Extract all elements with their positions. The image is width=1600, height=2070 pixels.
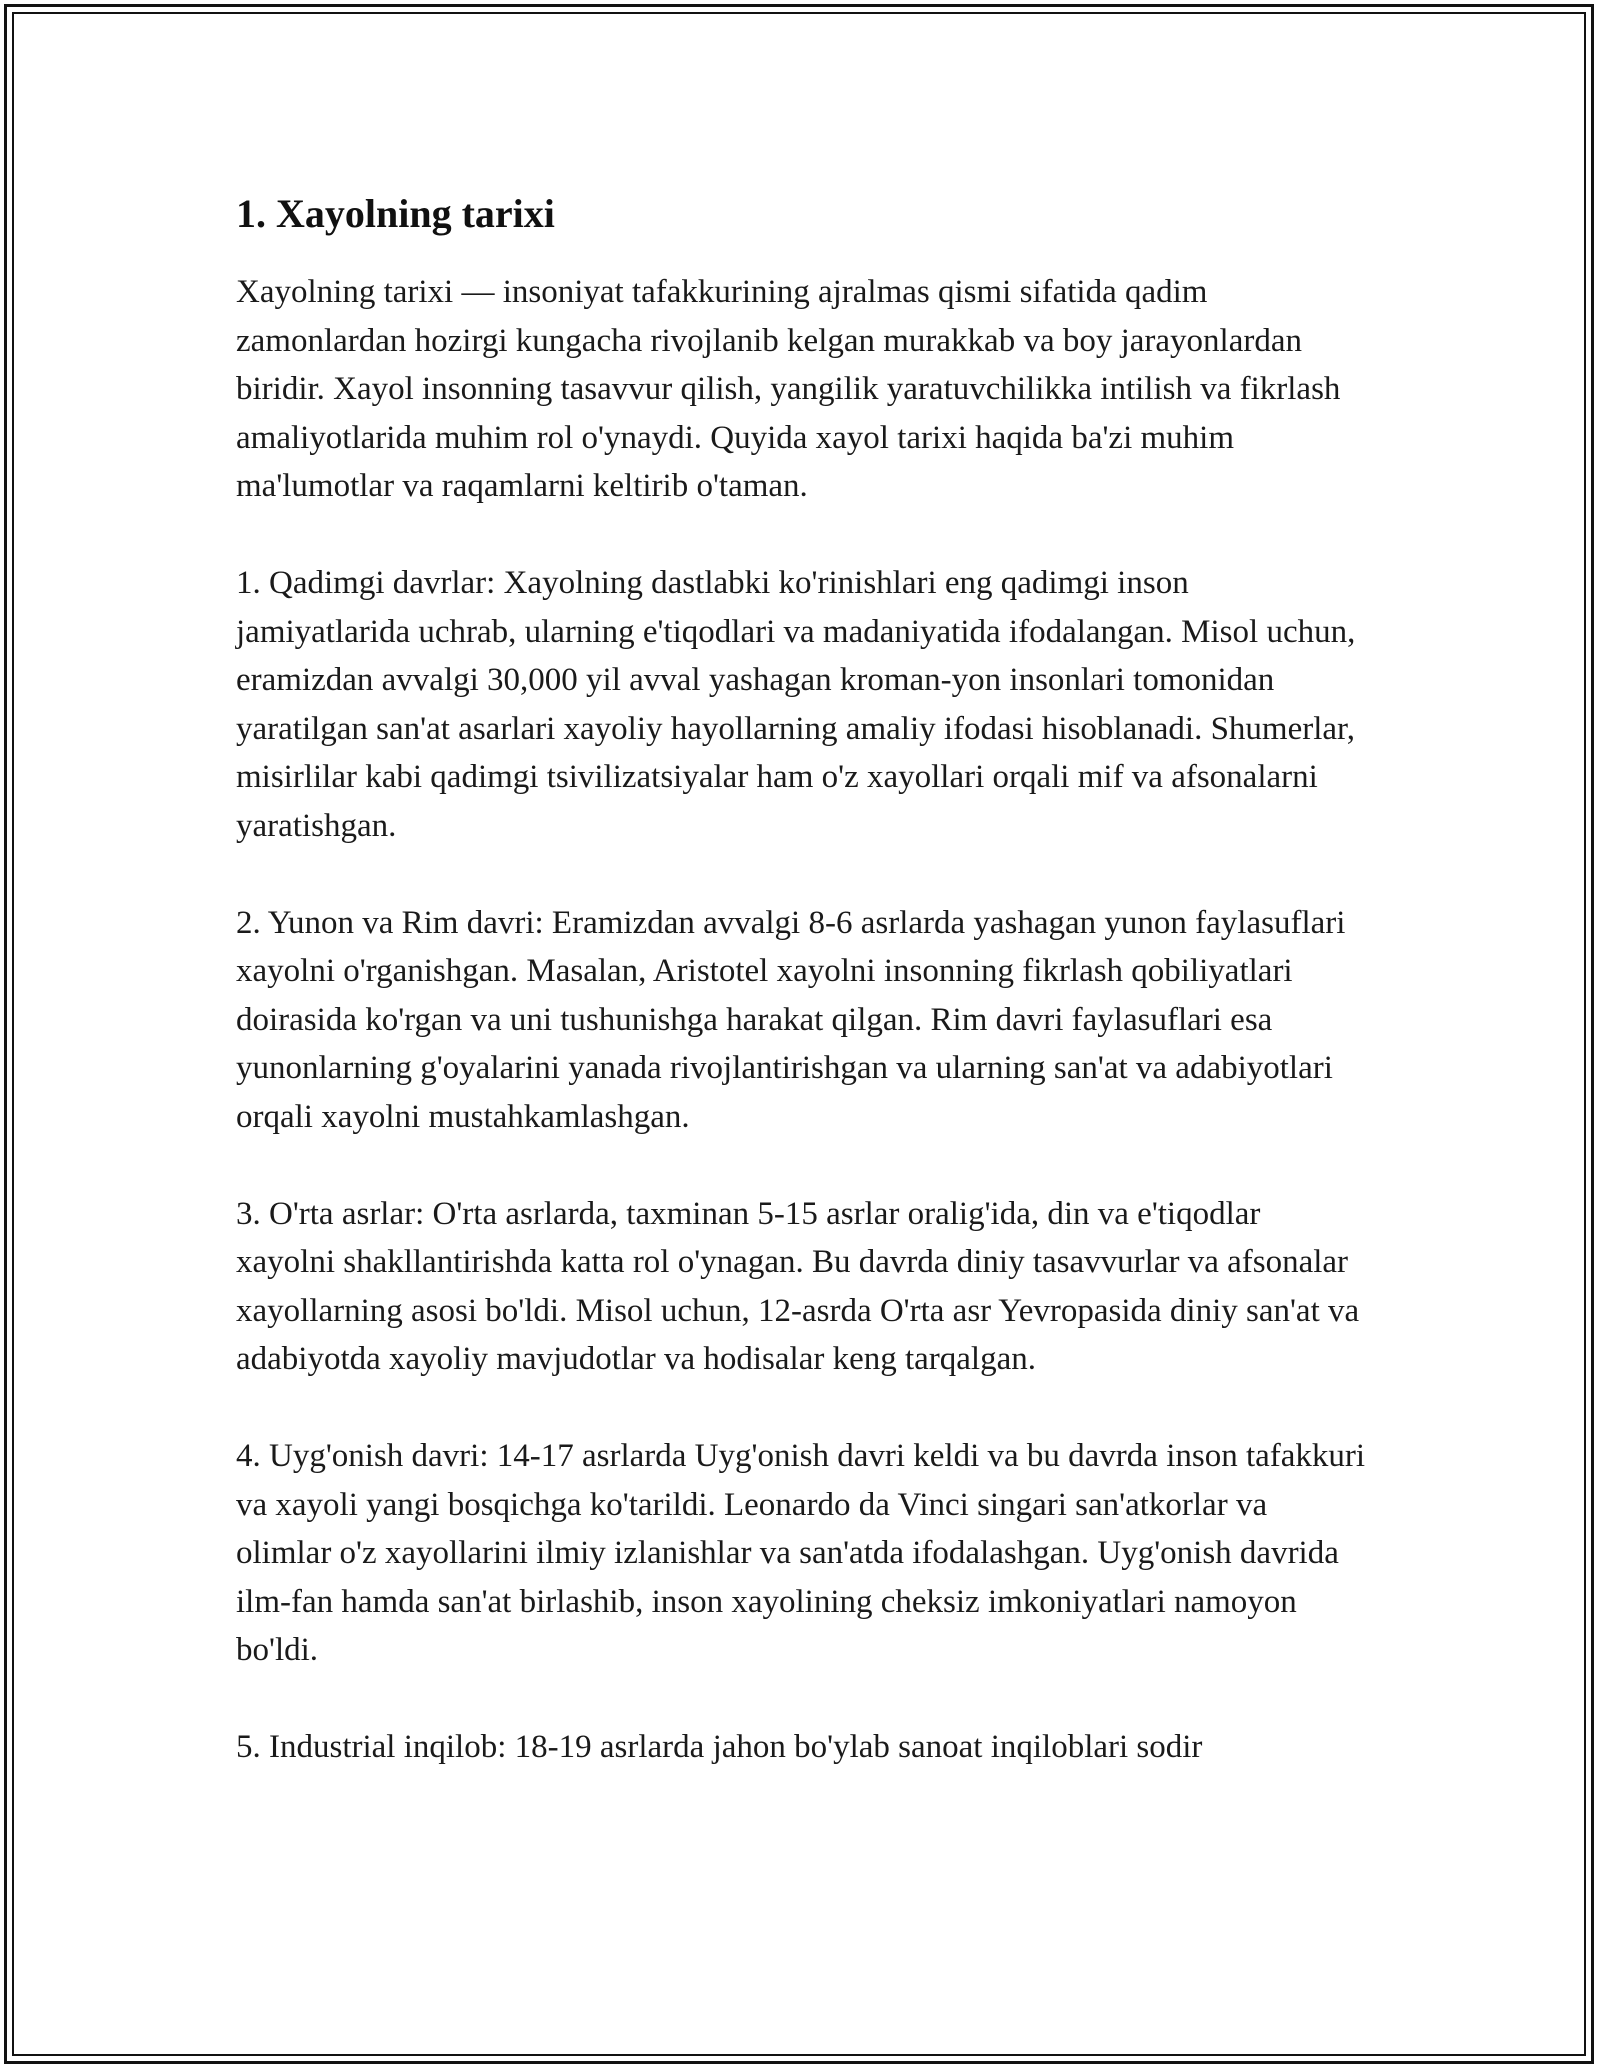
section-title: 1. Xayolning tarixi: [236, 191, 555, 236]
paragraph-intro: Xayolning tarixi — insoniyat tafakkurining ajralmas qismi sifatida qadim zamonlardan hozirgi kungacha rivojlanib kelgan murakkab va boy jarayonlardan biridir. Xayol insonning tasavvur qilish, yangilik yaratuvchilikka intilish va fikrlash amaliyotlarida muhim rol o'ynaydi. Quyida xayol tarixi haqida ba'zi muhim ma'lumotlar va raqamlarni keltirib o'taman.: [236, 274, 1341, 504]
paragraph-renaissance: 4. Uyg'onish davri: 14-17 asrlarda Uyg'onish davri keldi va bu davrda inson tafakkuri va xayoli yangi bosqichga ko'tarildi. Leonardo da Vinci singari san'atkorlar va olimlar o'z xayollarini ilmiy izlanishlar va san'atda ifodalashgan. Uyg'onish davrida ilm-fan hamda san'at birlashib, inson xayolining cheksiz imkoniyatlari namoyon bo'ldi.: [236, 1438, 1366, 1668]
paragraph-greek-roman: 2. Yunon va Rim davri: Eramizdan avvalgi 8-6 asrlarda yashagan yunon faylasuflari xayolni o'rganishgan. Masalan, Aristotel xayolni insonning fikrlash qobiliyatlari doirasida ko'rgan va uni tushunishga harakat qilgan. Rim davri faylasuflari esa yunonlarning g'oyalarini yanada rivojlantirishgan va ularning san'at va adabiyotlari orqali xayolni mustahkamlashgan.: [236, 904, 1346, 1135]
document-body: [236, 182, 1366, 1820]
paragraph-ancient-times: 1. Qadimgi davrlar: Xayolning dastlabki ko'rinishlari eng qadimgi inson jamiyatlarida uchrab, ularning e'tiqodlari va madaniyatida ifodalangan. Misol uchun, eramizdan avvalgi 30,000 yil avval yashagan kroman-yon insonlari tomonidan yaratilgan san'at asarlari xayoliy hayollarning amaliy ifodasi hisoblanadi. Shumerlar, misirlilar kabi qadimgi tsivilizatsiyalar ham o'z xayollari orqali mif va afsonalarni yaratishgan.: [236, 565, 1356, 844]
paragraph-middle-ages: 3. O'rta asrlar: O'rta asrlarda, taxminan 5-15 asrlar oralig'ida, din va e'tiqodlar xayolni shakllantirishda katta rol o'ynagan. Bu davrda diniy tasavvurlar va afsonalar xayollarning asosi bo'ldi. Misol uchun, 12-asrda O'rta asr Yevropasida diniy san'at va adabiyotda xayoliy mavjudotlar va hodisalar keng tarqalgan.: [236, 1195, 1360, 1377]
paragraph-industrial: 5. Industrial inqilob: 18-19 asrlarda jahon bo'ylab sanoat inqiloblari sodir: [236, 1729, 1203, 1765]
